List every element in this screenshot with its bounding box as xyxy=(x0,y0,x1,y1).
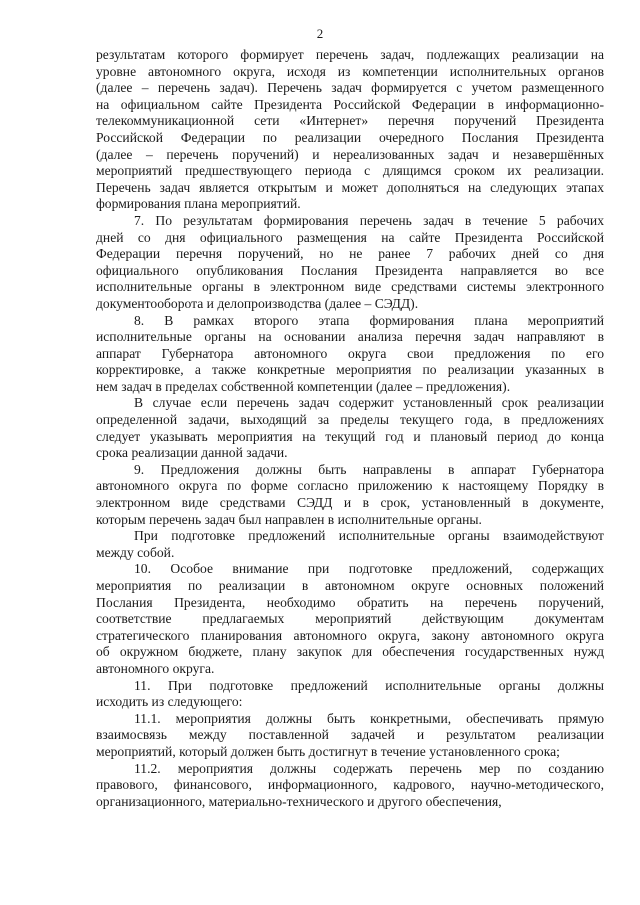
text-line: В случае если перечень задач содержит установленный срок реализации xyxy=(134,395,604,411)
text-line: автономного округа. xyxy=(96,660,215,676)
text-line: 8. В рамках второго этапа формирования плана мероприятий xyxy=(134,312,604,328)
text-line: Федерации перечня поручений, но не ранее 7 рабочих дней со дня xyxy=(96,246,604,262)
text-line: формирования плана мероприятий. xyxy=(96,196,301,212)
paragraph xyxy=(96,213,604,313)
text-line: корректировке, а также конкретные мероприятия по реализации указанных в xyxy=(96,362,604,378)
text-line: об окружном бюджете, плану закупок для обеспечения государственных нужд xyxy=(96,644,604,660)
text-line: (далее – перечень задач). Перечень задач формируется с учетом размещенного xyxy=(96,80,604,96)
text-line: между собой. xyxy=(96,544,175,560)
page-number: 2 xyxy=(316,26,324,41)
text-line: документооборота и делопроизводства (далее – СЭДД). xyxy=(96,295,419,311)
text-line: 11.2. мероприятия должны содержать перечень мер по созданию xyxy=(134,760,604,776)
text-line: официального опубликования Послания Президента направляется во все xyxy=(96,262,604,278)
paragraph xyxy=(96,711,604,761)
text-line: Послания Президента, необходимо обратить на перечень поручений, xyxy=(96,594,604,610)
text-line: нем задач в пределах собственной компетенции (далее – предложения). xyxy=(96,378,511,394)
text-line: 10. Особое внимание при подготовке предложений, содержащих xyxy=(134,561,604,577)
text-line: мероприятий предшествующего периода с длящимся сроком их реализации. xyxy=(96,163,604,179)
text-line: аппарат Губернатора автономного округа свои предложения по его xyxy=(96,345,604,361)
text-line: телекоммуникационной сети «Интернет» перечня поручений Президента xyxy=(96,113,604,129)
text-line: 11.1. мероприятия должны быть конкретными, обеспечивать прямую xyxy=(134,710,604,726)
text-line: следует указывать мероприятия на текущий год и плановый период до конца xyxy=(96,428,604,444)
text-line: электронном виде средствами СЭДД и в срок, установленный в документе, xyxy=(96,495,604,511)
text-line: правового, финансового, информационного, кадрового, научно-методического, xyxy=(96,777,604,793)
paragraph xyxy=(96,561,604,677)
text-line: срока реализации данной задачи. xyxy=(96,445,288,461)
text-line: исходить из следующего: xyxy=(96,694,243,710)
text-line: на официальном сайте Президента Российской Федерации в информационно- xyxy=(96,96,604,112)
paragraph xyxy=(96,528,604,561)
text-line: (далее – перечень поручений) и нереализованных задач и незавершённых xyxy=(96,146,604,162)
document-body xyxy=(96,47,604,810)
paragraph xyxy=(96,678,604,711)
text-line: При подготовке предложений исполнительные органы взаимодействуют xyxy=(134,528,604,544)
paragraph xyxy=(96,395,604,461)
paragraph xyxy=(96,462,604,528)
text-line: 11. При подготовке предложений исполнительные органы должны xyxy=(134,677,604,693)
text-line: автономного округа по форме согласно приложению к настоящему Порядку в xyxy=(96,478,604,494)
text-line: организационного, материально-технического и другого обеспечения, xyxy=(96,793,502,809)
text-line: исполнительные органы на основании анализа перечня задач направляют в xyxy=(96,329,604,345)
text-line: результатам которого формирует перечень задач, подлежащих реализации на xyxy=(96,47,604,62)
paragraph xyxy=(96,47,604,213)
text-line: которым перечень задач был направлен в исполнительные органы. xyxy=(96,511,482,527)
text-line: мероприятий, который должен быть достигнут в течение установленного срока; xyxy=(96,743,560,759)
text-line: определенной задачи, выходящий за пределы текущего года, в предложениях xyxy=(96,412,604,428)
text-line: стратегического планирования автономного округа, закону автономного округа xyxy=(96,627,604,643)
text-line: дней со дня официального размещения на сайте Президента Российской xyxy=(96,229,604,245)
text-line: Перечень задач является открытым и может дополняться на следующих этапах xyxy=(96,179,604,195)
text-line: взаимосвязь между поставленной задачей и результатом реализации xyxy=(96,727,604,743)
text-line: исполнительные органы в электронном виде средствами системы электронного xyxy=(96,279,604,295)
text-line: мероприятия по реализации в автономном округе основных положений xyxy=(96,578,604,593)
text-line: 9. Предложения должны быть направлены в аппарат Губернатора xyxy=(134,461,604,477)
paragraph xyxy=(96,761,604,811)
text-line: соответствие предлагаемых мероприятий действующим документам xyxy=(96,611,604,627)
text-line: Российской Федерации по реализации очередного Послания Президента xyxy=(96,129,604,145)
text-line: уровне автономного округа, исходя из компетенции исполнительных органов xyxy=(96,63,604,79)
text-line: 7. По результатам формирования перечень задач в течение 5 рабочих xyxy=(134,212,604,228)
paragraph xyxy=(96,313,604,396)
